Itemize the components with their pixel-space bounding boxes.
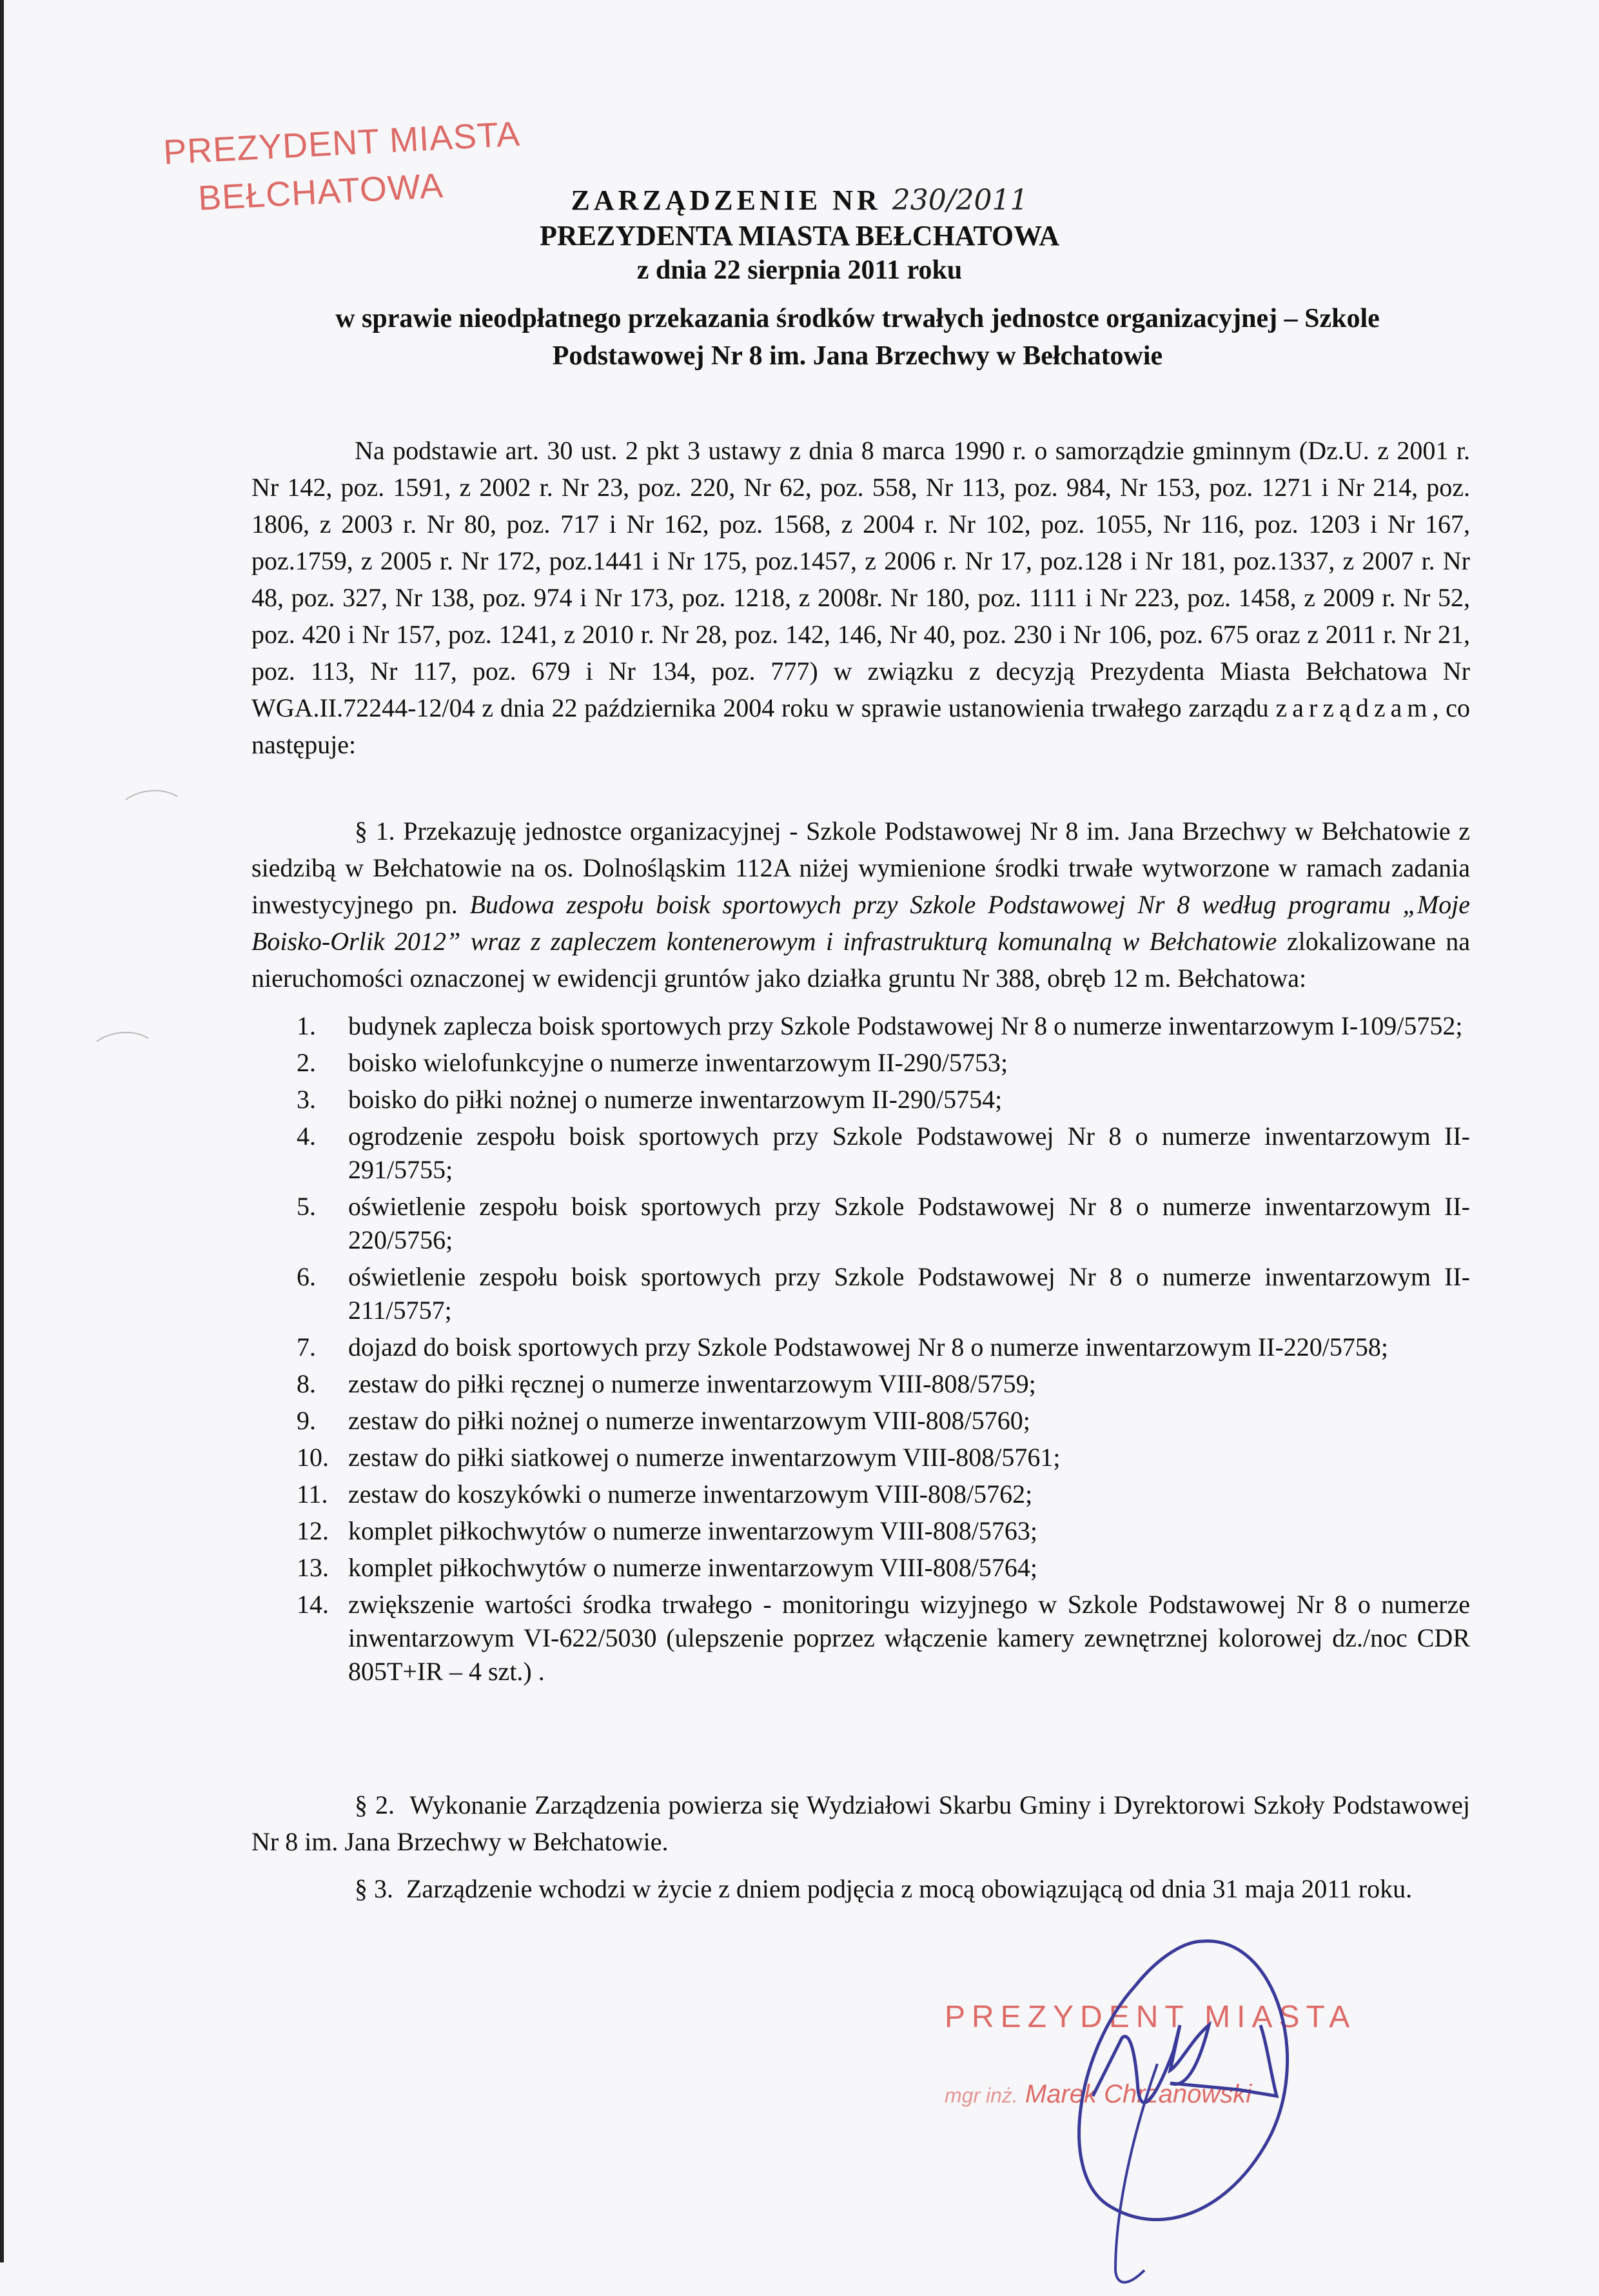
asset-list-item bbox=[251, 1478, 1470, 1511]
asset-item-number: 12. bbox=[297, 1516, 329, 1545]
asset-item-number: 4. bbox=[297, 1122, 316, 1151]
preamble-text: Na podstawie art. 30 ust. 2 pkt 3 ustawy z dnia 8 marca 1990 r. o samorządzie gminnym (Dz.U. z 2001 r. Nr 142, poz. 1591, z 2002 r. Nr 23, poz. 220, Nr 62, poz. 558, Nr 113, poz. 984, Nr 153, poz. 1271 i Nr 214, poz. 1806, z 2003 r. Nr 80, poz. 717 i Nr 162, poz. 1568, z 2004 r. Nr 102, poz. 1055, Nr 116, poz. 1203 i Nr 167, poz.1759, z 2005 r. Nr 172, poz.1441 i Nr 175, poz.1457, z 2006 r. Nr 17, poz.128 i Nr 181, poz.1337, z 2007 r. Nr 48, poz. 327, Nr 138, poz. 974 i Nr 173, poz. 1218, z 2008r. Nr 180, poz. 1111 i Nr 223, poz. 1458, z 2009 r. Nr 52, poz. 420 i Nr 157, poz. 1241, z 2010 r. Nr 28, poz. 142, 146, Nr 40, poz. 230 i Nr 106, poz. 675 oraz z 2011 r. Nr 21, poz. 113, Nr 117, poz. 679 i Nr 134, poz. 777) w związku z decyzją Prezydenta Miasta Bełchatowa Nr WGA.II.72244-12/04 z dnia 22 października 2004 roku w sprawie ustanowienia trwałego zarządu bbox=[251, 436, 1470, 722]
section-mark: § 2. bbox=[355, 1790, 395, 1819]
asset-item-number: 6. bbox=[297, 1262, 316, 1291]
asset-list bbox=[251, 1009, 1470, 1692]
asset-list-item bbox=[251, 1331, 1470, 1364]
asset-item-number: 9. bbox=[297, 1406, 316, 1435]
asset-item-text: zestaw do koszykówki o numerze inwentarzowym VIII-808/5762; bbox=[348, 1480, 1033, 1509]
asset-item-text: boisko do piłki nożnej o numerze inwentarzowym II-290/5754; bbox=[348, 1085, 1003, 1114]
preamble bbox=[251, 432, 1470, 763]
section-1-text-a: Przekazuję jednostce organizacyjnej - Szkole Podstawowej Nr 8 im. Jana Brzechwy w Bełchatowie z siedzibą w Bełchatowie na os. Dolnośląskim 112A niżej wymienione środki trwałe wytworzone w ramach zadania inwestycyjnego pn. bbox=[251, 816, 1471, 919]
section-3 bbox=[251, 1870, 1470, 1907]
section-mark: § 3. bbox=[355, 1874, 393, 1903]
asset-item-number: 14. bbox=[297, 1590, 329, 1619]
asset-list-item bbox=[251, 1441, 1470, 1474]
asset-list-item bbox=[251, 1588, 1470, 1688]
signatory-name: Marek Chrzanowski bbox=[1025, 2080, 1252, 2108]
asset-item-text: dojazd do boisk sportowych przy Szkole Podstawowej Nr 8 o numerze inwentarzowym II-220/5758; bbox=[348, 1332, 1388, 1361]
asset-list-item bbox=[251, 1190, 1470, 1257]
asset-item-text: oświetlenie zespołu boisk sportowych przy Szkole Podstawowej Nr 8 o numerze inwentarzowym II-220/5756; bbox=[348, 1192, 1470, 1254]
asset-item-text: budynek zaplecza boisk sportowych przy Szkole Podstawowej Nr 8 o numerze inwentarzowym I-109/5752; bbox=[348, 1011, 1463, 1040]
asset-list-item bbox=[251, 1551, 1470, 1585]
issue-date: z dnia 22 sierpnia 2011 roku bbox=[636, 255, 963, 285]
asset-item-number: 11. bbox=[297, 1480, 328, 1509]
asset-item-number: 7. bbox=[297, 1332, 316, 1361]
asset-item-text: komplet piłkochwytów o numerze inwentarzowym VIII-808/5764; bbox=[348, 1553, 1038, 1582]
asset-item-number: 1. bbox=[297, 1011, 316, 1040]
decree-word: zarządzam bbox=[1275, 693, 1433, 722]
asset-list-item bbox=[251, 1514, 1470, 1548]
section-2-text: Wykonanie Zarządzenia powierza się Wydziałowi Skarbu Gminy i Dyrektorowi Szkoły Podstawowej Nr 8 im. Jana Brzechwy w Bełchatowie. bbox=[251, 1790, 1470, 1856]
asset-list-item bbox=[251, 1404, 1470, 1438]
signature-stamp-title: PREZYDENT MIASTA bbox=[945, 2000, 1357, 2034]
asset-list-item bbox=[251, 1083, 1470, 1116]
asset-item-text: zestaw do piłki nożnej o numerze inwentarzowym VIII-808/5760; bbox=[348, 1406, 1030, 1435]
section-1-text-b: zlokalizowane na nieruchomości oznaczonej w ewidencji gruntów jako działka gruntu Nr 388, obręb 12 m. Bełchatowa: bbox=[251, 927, 1471, 993]
section-2 bbox=[251, 1786, 1470, 1860]
title-prefix: ZARZĄDZENIE NR bbox=[571, 184, 881, 216]
subject: w sprawie nieodpłatnego przekazania środków trwałych jednostce organizacyjnej – Szkole Podstawowej Nr 8 im. Jana Brzechwy w Bełchatowie bbox=[335, 304, 1380, 371]
investment-name: Budowa zespołu boisk sportowych przy Szkole Podstawowej Nr 8 według programu „Moje Boisko-Orlik 2012” wraz z zapleczem kontenerowym i infrastrukturą komunalną w Bełchatowie bbox=[251, 890, 1471, 956]
asset-list-item bbox=[251, 1120, 1470, 1187]
asset-item-text: komplet piłkochwytów o numerze inwentarzowym VIII-808/5763; bbox=[348, 1516, 1038, 1545]
section-3-text: Zarządzenie wchodzi w życie z dniem podjęcia z mocą obowiązującą od dnia 31 maja 2011 roku. bbox=[406, 1874, 1413, 1903]
signature-name-prefix: mgr inż. bbox=[945, 2084, 1018, 2107]
stamp-line-2: BEŁCHATOWA bbox=[197, 166, 445, 218]
asset-item-number: 13. bbox=[297, 1553, 329, 1582]
handwritten-signature-icon bbox=[1032, 1935, 1367, 2296]
asset-list-item bbox=[251, 1046, 1470, 1080]
scan-edge bbox=[0, 0, 4, 2262]
asset-item-text: zestaw do piłki siatkowej o numerze inwentarzowym VIII-808/5761; bbox=[348, 1443, 1061, 1472]
decree-tail: , co następuje: bbox=[251, 693, 1470, 759]
margin-mark-icon bbox=[93, 1029, 152, 1048]
section-mark: § 1. bbox=[355, 816, 395, 846]
asset-list-item bbox=[251, 1367, 1470, 1401]
asset-item-number: 10. bbox=[297, 1443, 329, 1472]
asset-item-number: 3. bbox=[297, 1085, 316, 1114]
section-1 bbox=[251, 813, 1470, 996]
asset-list-item bbox=[251, 1009, 1470, 1043]
asset-item-number: 5. bbox=[297, 1192, 316, 1221]
asset-item-text: zwiększenie wartości środka trwałego - monitoringu wizyjnego w Szkole Podstawowej Nr 8 o numerze inwentarzowym VI-622/5030 (ulepszenie poprzez włączenie kamery zewnętrznej kolorowej dz./noc CDR 805T+IR – 4 szt.) . bbox=[348, 1590, 1470, 1686]
document-title bbox=[0, 184, 1599, 217]
asset-item-number: 2. bbox=[297, 1048, 316, 1077]
issuer: PREZYDENTA MIASTA BEŁCHATOWA bbox=[539, 220, 1059, 252]
asset-item-text: ogrodzenie zespołu boisk sportowych przy Szkole Podstawowej Nr 8 o numerze inwentarzowym II-291/5755; bbox=[348, 1122, 1470, 1184]
asset-item-text: boisko wielofunkcyjne o numerze inwentarzowym II-290/5753; bbox=[348, 1048, 1008, 1077]
asset-item-number: 8. bbox=[297, 1369, 316, 1398]
asset-item-text: zestaw do piłki ręcznej o numerze inwentarzowym VIII-808/5759; bbox=[348, 1369, 1036, 1398]
asset-item-text: oświetlenie zespołu boisk sportowych przy Szkole Podstawowej Nr 8 o numerze inwentarzowym II-211/5757; bbox=[348, 1262, 1470, 1325]
stamp-line-1: PREZYDENT MIASTA bbox=[162, 114, 522, 172]
handwritten-number: 230/2011 bbox=[892, 184, 1028, 217]
margin-mark-icon bbox=[123, 787, 181, 806]
asset-list-item bbox=[251, 1260, 1470, 1327]
